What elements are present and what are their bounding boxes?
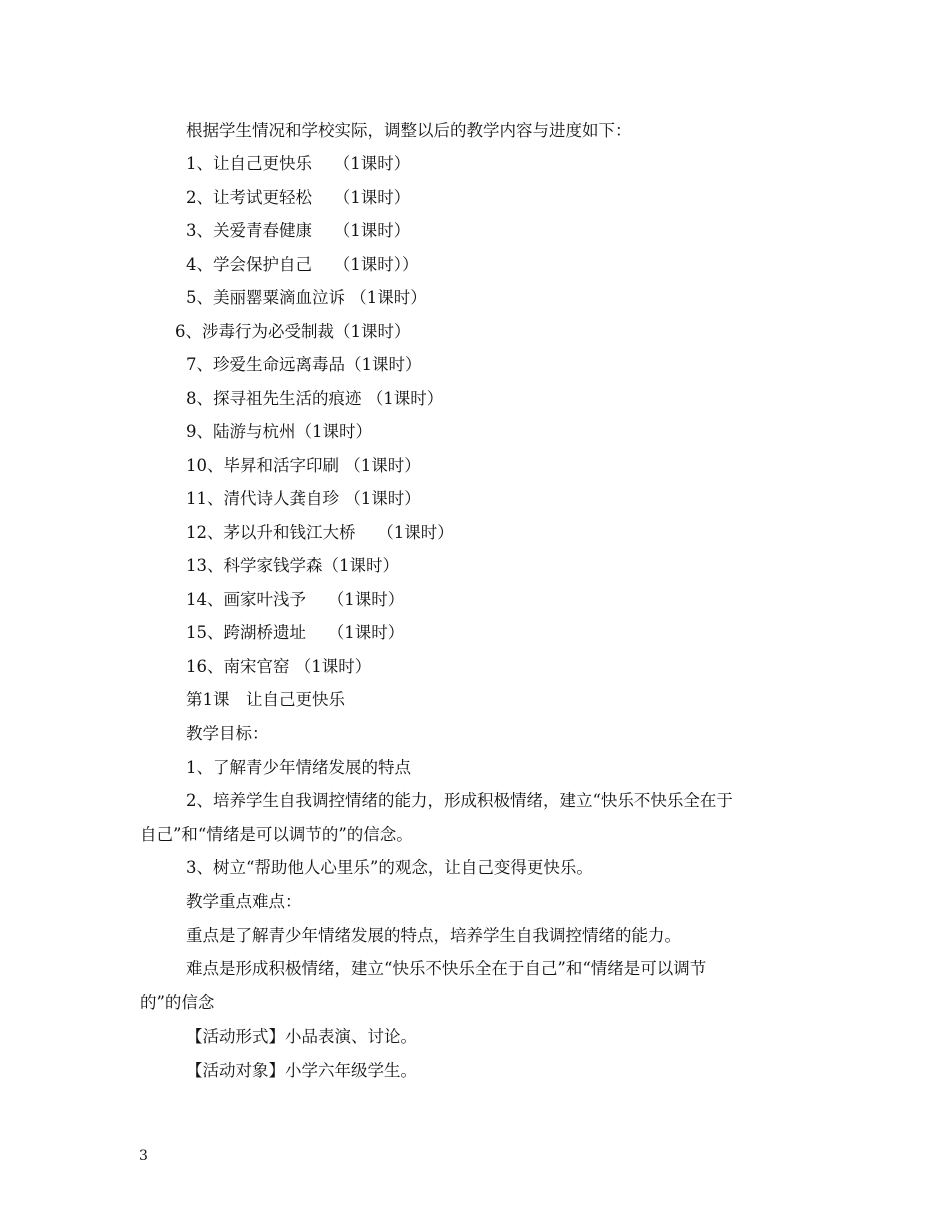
keypoint-text: 重点是了解青少年情绪发展的特点，培养学生自我调控情绪的能力。 [186,926,681,945]
lesson-item-16: 16、南宋官窑 （1课时） [186,657,372,676]
lesson-item-2: 2、让考试更轻松 （1课时） [186,188,411,207]
activity-form: 【活动形式】小品表演、讨论。 [186,1027,417,1046]
lesson-item-11: 11、清代诗人龚自珍 （1课时） [186,489,421,508]
intro-paragraph: 根据学生情况和学校实际，调整以后的教学内容与进度如下： [186,121,632,140]
lesson-item-3: 3、关爱青春健康 （1课时） [186,221,411,240]
goal-2-line-1: 2、培养学生自我调控情绪的能力，形成积极情绪，建立“快乐不快乐全在于 [186,791,733,810]
lesson-item-1: 1、让自己更快乐 （1课时） [186,154,411,173]
keypoints-heading: 教学重点难点： [186,892,302,911]
page-number: 3 [139,1148,148,1164]
goals-heading: 教学目标： [186,724,269,743]
lesson-item-5: 5、美丽罂粟滴血泣诉 （1课时） [186,288,427,307]
goal-3: 3、树立“帮助他人心里乐”的观念，让自己变得更快乐。 [186,858,593,877]
lesson-item-10: 10、毕昇和活字印刷 （1课时） [186,456,421,475]
activity-target: 【活动对象】小学六年级学生。 [186,1061,417,1080]
lesson-item-4: 4、学会保护自己 （1课时）） [186,255,419,274]
lesson-item-7: 7、珍爱生命远离毒品（1课时） [186,355,422,374]
lesson1-title: 第1课 让自己更快乐 [186,690,345,709]
lesson-item-8: 8、探寻祖先生活的痕迹 （1课时） [186,389,444,408]
goal-1: 1、了解青少年情绪发展的特点 [186,758,411,777]
lesson-item-9: 9、陆游与杭州（1课时） [186,422,372,441]
lesson-item-15: 15、跨湖桥遗址 （1课时） [186,623,405,642]
lesson-item-14: 14、画家叶浅予 （1课时） [186,590,405,609]
goal-2-line-2: 自己”和“情绪是可以调节的”的信念。 [140,825,413,844]
difficulty-line-1: 难点是形成积极情绪，建立“快乐不快乐全在于自己”和“情绪是可以调节 [186,959,707,978]
difficulty-line-2: 的”的信念 [140,993,215,1012]
lesson-item-13: 13、科学家钱学森（1课时） [186,556,399,575]
lesson-item-6: 6、涉毒行为必受制裁（1课时） [175,322,411,341]
lesson-item-12: 12、茅以升和钱江大桥 （1课时） [186,523,454,542]
